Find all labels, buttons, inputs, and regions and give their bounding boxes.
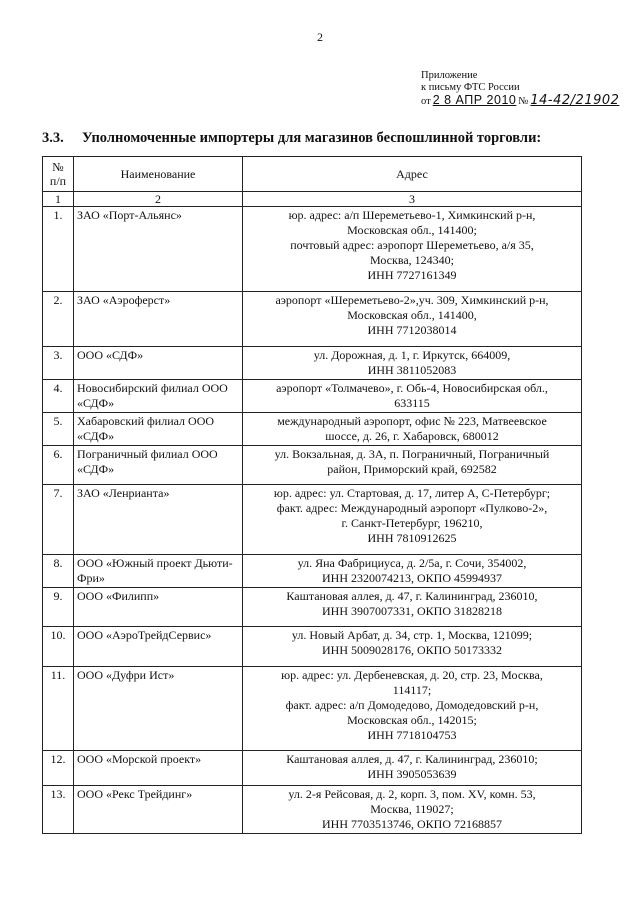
column-number-2: 2 <box>74 192 243 207</box>
row-address <box>243 446 582 485</box>
row-number: 13. <box>43 786 74 834</box>
row-number: 10. <box>43 627 74 667</box>
annex-number: 14-42/21902 <box>530 93 620 108</box>
table-row <box>43 380 582 413</box>
row-company-name: ЗАО «Порт-Альянс» <box>74 207 243 292</box>
table-row <box>43 555 582 588</box>
table-row <box>43 751 582 786</box>
section-heading <box>42 130 602 147</box>
section-title: Уполномоченные импортеры для магазинов беспошлинной торговли: <box>82 130 542 146</box>
row-address <box>243 786 582 834</box>
annex-date-line <box>421 94 619 108</box>
annex-date: 2 8 АПР 2010 <box>432 93 517 107</box>
table-row <box>43 207 582 292</box>
importers-table <box>42 156 582 834</box>
address-line: факт. адрес: а/п Домодедово, Домодедовский р-н, <box>285 698 539 712</box>
row-number: 4. <box>43 380 74 413</box>
table-row <box>43 627 582 667</box>
address-line: ИНН 7703513746, ОКПО 72168857 <box>322 817 502 831</box>
address-line: аэропорт «Шереметьево-2»,уч. 309, Химкинский р-н, <box>275 293 549 307</box>
row-address <box>243 347 582 380</box>
address-line: Каштановая аллея, д. 47, г. Калининград, 236010, <box>286 589 538 603</box>
address-line: юр. адрес: а/п Шереметьево-1, Химкинский р-н, <box>288 208 536 222</box>
row-address <box>243 667 582 751</box>
row-number: 11. <box>43 667 74 751</box>
address-line: 633115 <box>394 396 430 410</box>
row-address <box>243 413 582 446</box>
address-line: Москва, 124340; <box>370 253 454 267</box>
address-line: ИНН 3907007331, ОКПО 31828218 <box>322 604 502 618</box>
row-company-name: ООО «АэроТрейдСервис» <box>74 627 243 667</box>
address-line: Московская обл., 141400, <box>347 308 477 322</box>
column-number-1: 1 <box>43 192 74 207</box>
page-number: 2 <box>317 30 323 44</box>
row-company-name: ЗАО «Ленрианта» <box>74 485 243 555</box>
table-row <box>43 413 582 446</box>
address-line: 114117; <box>392 683 432 697</box>
address-line: юр. адрес: ул. Стартовая, д. 17, литер А, С-Петербург; <box>273 486 551 500</box>
table-row <box>43 292 582 347</box>
row-company-name: ЗАО «Аэроферст» <box>74 292 243 347</box>
address-line: ул. Яна Фабрициуса, д. 2/5а, г. Сочи, 354002, <box>297 556 527 570</box>
address-line: ИНН 3811052083 <box>367 363 457 377</box>
row-company-name: ООО «СДФ» <box>74 347 243 380</box>
address-line: шоссе, д. 26, г. Хабаровск, 680012 <box>325 429 499 443</box>
header-name: Наименование <box>74 157 243 192</box>
row-company-name: ООО «Южный проект Дьюти-Фри» <box>74 555 243 588</box>
table-header-row <box>43 157 582 192</box>
row-number: 5. <box>43 413 74 446</box>
annex-number-prefix: № <box>518 96 529 107</box>
address-line: юр. адрес: ул. Дербеневская, д. 20, стр. 23, Москва, <box>281 668 543 682</box>
row-number: 7. <box>43 485 74 555</box>
table-row <box>43 347 582 380</box>
address-line: г. Санкт-Петербург, 196210, <box>341 516 483 530</box>
row-address <box>243 207 582 292</box>
table-row <box>43 485 582 555</box>
annex-stamp <box>421 70 619 108</box>
table-row <box>43 588 582 627</box>
row-company-name: ООО «Филипп» <box>74 588 243 627</box>
address-line: аэропорт «Толмачево», г. Обь-4, Новосибирская обл., <box>276 381 548 395</box>
table-row <box>43 786 582 834</box>
address-line: район, Приморский край, 692582 <box>327 462 497 476</box>
row-address <box>243 380 582 413</box>
row-company-name: ООО «Рекс Трейдинг» <box>74 786 243 834</box>
row-number: 8. <box>43 555 74 588</box>
row-number: 1. <box>43 207 74 292</box>
row-address <box>243 292 582 347</box>
address-line: Каштановая аллея, д. 47, г. Калининград, 236010; <box>286 752 538 766</box>
annex-letter-ref: к письму ФТС России <box>421 82 520 93</box>
address-line: ИНН 7727161349 <box>367 268 457 282</box>
column-number-3: 3 <box>243 192 582 207</box>
address-line: Московская обл., 141400; <box>347 223 477 237</box>
address-line: ИНН 7712038014 <box>367 323 457 337</box>
row-company-name: ООО «Дуфри Ист» <box>74 667 243 751</box>
address-line: ИНН 3905053639 <box>367 767 457 781</box>
address-line: ИНН 7718104753 <box>367 728 457 742</box>
section-number: 3.3. <box>42 130 64 146</box>
header-address: Адрес <box>243 157 582 192</box>
address-line: ул. Вокзальная, д. 3А, п. Пограничный, Пограничный <box>274 447 550 461</box>
address-line: Москва, 119027; <box>370 802 454 816</box>
address-line: международный аэропорт, офис № 223, Матвеевское <box>277 414 547 428</box>
address-line: ИНН 7810912625 <box>367 531 457 545</box>
row-number: 3. <box>43 347 74 380</box>
address-line: ИНН 5009028176, ОКПО 50173332 <box>322 643 502 657</box>
row-company-name: Хабаровский филиал ООО «СДФ» <box>74 413 243 446</box>
annex-date-prefix: от <box>421 96 431 107</box>
row-number: 2. <box>43 292 74 347</box>
row-address <box>243 627 582 667</box>
row-number: 6. <box>43 446 74 485</box>
row-address <box>243 555 582 588</box>
address-line: Московская обл., 142015; <box>347 713 477 727</box>
row-address <box>243 751 582 786</box>
table-row <box>43 446 582 485</box>
row-number: 9. <box>43 588 74 627</box>
row-address <box>243 588 582 627</box>
row-address <box>243 485 582 555</box>
address-line: ул. Дорожная, д. 1, г. Иркутск, 664009, <box>313 348 511 362</box>
address-line: ул. 2-я Рейсовая, д. 2, корп. 3, пом. XV, комн. 53, <box>288 787 536 801</box>
column-number-row <box>43 192 582 207</box>
address-line: ул. Новый Арбат, д. 34, стр. 1, Москва, 121099; <box>291 628 533 642</box>
address-line: почтовый адрес: аэропорт Шереметьево, а/я 35, <box>290 238 534 252</box>
row-number: 12. <box>43 751 74 786</box>
annex-title: Приложение <box>421 70 478 81</box>
row-company-name: Пограничный филиал ООО «СДФ» <box>74 446 243 485</box>
header-number: № п/п <box>43 157 74 192</box>
address-line: ИНН 2320074213, ОКПО 45994937 <box>322 571 502 585</box>
table-row <box>43 667 582 751</box>
row-company-name: ООО «Морской проект» <box>74 751 243 786</box>
address-line: факт. адрес: Международный аэропорт «Пулково-2», <box>276 501 548 515</box>
row-company-name: Новосибирский филиал ООО «СДФ» <box>74 380 243 413</box>
